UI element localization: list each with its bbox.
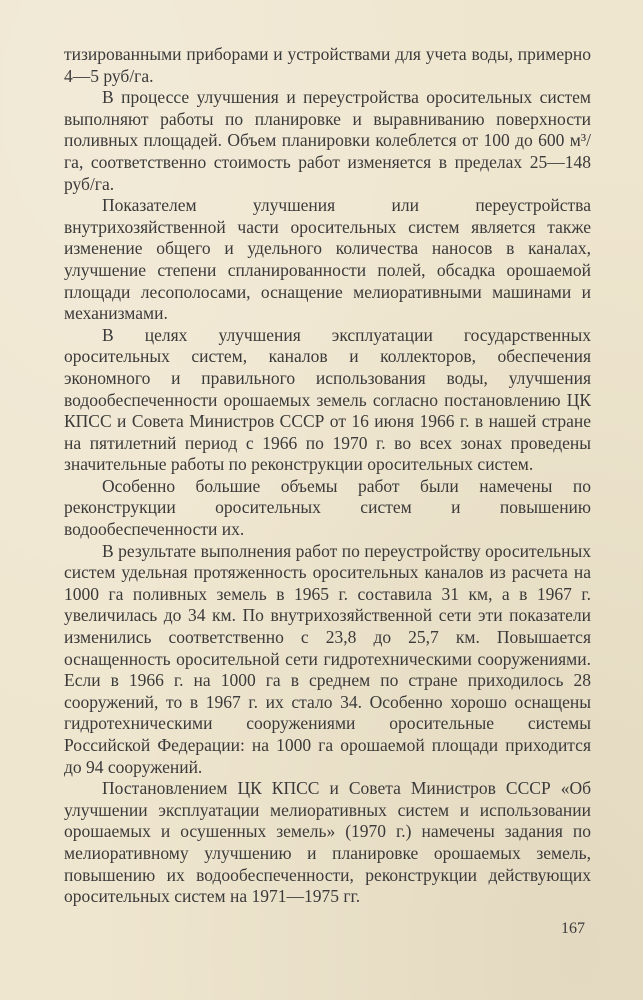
paragraph: Особенно большие объемы работ были намечены по реконструкции оросительных систем и повышению водообеспеченности их. — [64, 475, 591, 540]
paragraph: Постановлением ЦК КПСС и Совета Министров СССР «Об улучшении эксплуатации мелиоративных систем и использовании орошаемых и осушенных земель» (1970 г.) намечены задания по мелиоративному улучшению и планировке орошаемых земель, повышению их водообеспеченности, реконструкции действующих оросительных систем на 1971—1975 гг. — [64, 778, 591, 907]
paragraph: В результате выполнения работ по переустройству оросительных систем удельная протяженность оросительных каналов из расчета на 1000 га поливных земель в 1965 г. составила 31 км, а в 1967 г. увеличилась до 34 км. По внутрихозяйственной сети эти показатели изменились соответственно с 23,8 до 25,7 км. Повышается оснащенность оросительной сети гидротехническими сооружениями. Если в 1966 г. на 1000 га в среднем по стране приходилось 28 сооружений, то в 1967 г. их стало 34. Особенно хорошо оснащены гидротехническими сооружениями оросительные системы Российской Федерации: на 1000 га орошаемой площади приходится до 94 сооружений. — [64, 540, 591, 777]
page-number: 167 — [561, 920, 585, 937]
paragraph-continuation: тизированными приборами и устройствами для учета воды, примерно 4—5 руб/га. — [64, 44, 591, 86]
body-text — [64, 44, 591, 908]
paragraph: В процессе улучшения и переустройства оросительных систем выполняют работы по планировке и выравниванию поверхности поливных площадей. Объем планировки колеблется от 100 до 600 м³/га, соответственно стоимость работ изменяется в пределах 25—148 руб/га. — [64, 87, 591, 194]
paragraph: В целях улучшения эксплуатации государственных оросительных систем, каналов и коллекторов, обеспечения экономного и правильного использования воды, улучшения водообеспеченности орошаемых земель согласно постановлению ЦК КПСС и Совета Министров СССР от 16 июня 1966 г. в нашей стране на пятилетний период с 1966 по 1970 г. во всех зонах проведены значительные работы по реконструкции оросительных систем. — [64, 324, 591, 475]
paragraph: Показателем улучшения или переустройства внутрихозяйственной части оросительных систем является также изменение общего и удельного количества наносов в каналах, улучшение степени спланированности полей, обсадка орошаемой площади лесополосами, оснащение мелиоративными машинами и механизмами. — [64, 195, 591, 324]
